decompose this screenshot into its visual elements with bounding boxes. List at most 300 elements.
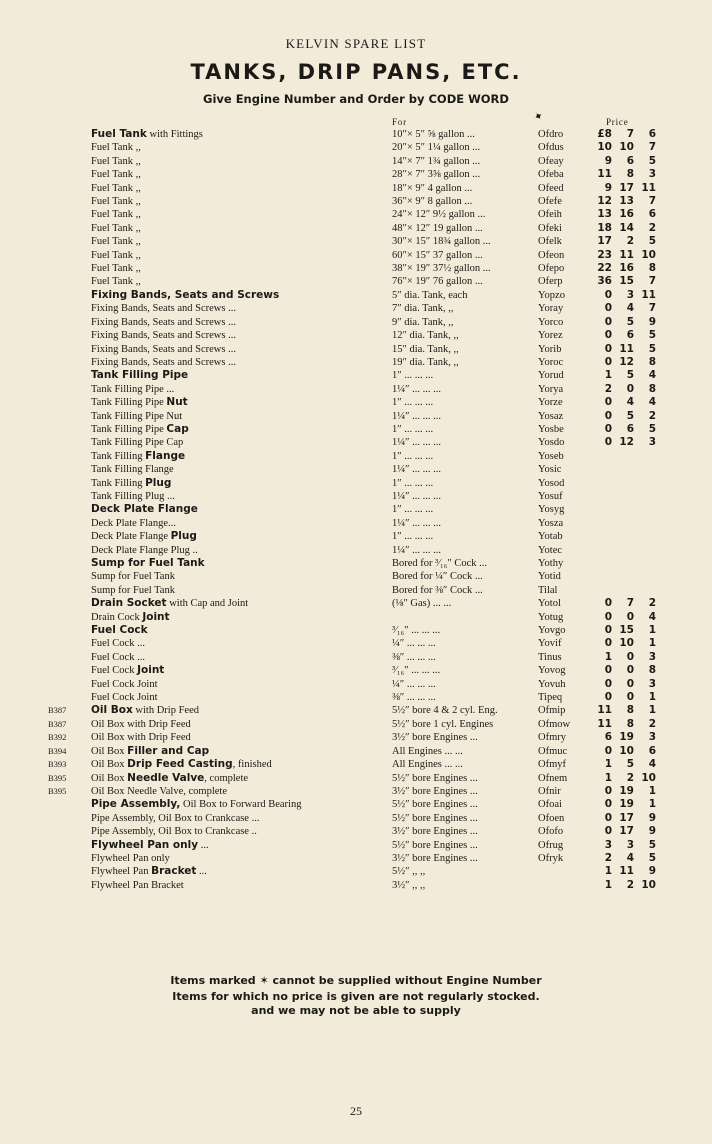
row-description [91, 450, 185, 463]
row-price-pounds: 3 [604, 838, 612, 851]
row-for: All Engines ... ... [392, 745, 463, 757]
row-name: Deck Plate Flange [91, 531, 171, 543]
row-price-pounds: 11 [597, 704, 612, 717]
row-name: Fuel Tank [91, 276, 133, 288]
row-code-word: Yorud [538, 370, 564, 382]
row-price-pence: 2 [648, 717, 656, 730]
row-price-pounds: 18 [597, 221, 612, 234]
row-name-emphasis: Drip Feed Casting [127, 758, 233, 771]
row-description [91, 356, 236, 369]
row-name: Oil Box with Drip Feed [91, 732, 191, 744]
row-price-shillings: 8 [626, 704, 634, 717]
row-code-word: Ofeon [538, 249, 565, 261]
row-price-shillings: 0 [626, 382, 634, 395]
row-price-pounds: 1 [604, 771, 612, 784]
row-ref: B393 [48, 759, 67, 770]
row-for: 1″ ... ... ... [392, 370, 434, 382]
row-price-pounds: 0 [604, 436, 612, 449]
row-price-pounds: 0 [604, 691, 612, 704]
row-price-pence: 3 [648, 650, 656, 663]
column-head-price: Price [606, 117, 629, 127]
row-description [91, 155, 141, 168]
row-price-shillings: 5 [626, 369, 634, 382]
row-ref: B394 [48, 745, 67, 756]
row-price-pence: 7 [648, 275, 656, 288]
row-price-shillings: 3 [626, 838, 634, 851]
row-price-pence: 5 [648, 342, 656, 355]
row-price-shillings: 11 [619, 342, 634, 355]
row-code-word: Yovog [538, 665, 566, 677]
row-for: Bored for ³⁄₁₆″ Cock ... [392, 558, 488, 569]
row-name: Fuel Tank [91, 169, 133, 181]
row-price-pounds: 0 [604, 664, 612, 677]
row-name: Fuel Cock ... [91, 638, 145, 650]
row-price-pounds: 0 [604, 784, 612, 797]
row-for: ³⁄₁₆″ ... ... ... [392, 625, 441, 637]
row-description [91, 597, 248, 610]
row-code-word: Yorco [538, 316, 564, 328]
row-price-pounds: 0 [604, 677, 612, 690]
row-price-pence: 5 [648, 154, 656, 167]
row-code-word: Yovif [538, 638, 562, 650]
row-for: 5½″ bore 4 & 2 cyl. Eng. [392, 705, 498, 717]
row-name-rest: with Drip Feed [132, 705, 199, 717]
row-price-shillings: 10 [619, 744, 634, 757]
table-row [0, 463, 712, 476]
row-price-pence: 3 [648, 168, 656, 181]
table-row [0, 624, 712, 637]
row-for: 14″× 7″ 1¾ gallon ... [392, 155, 481, 167]
table-row [0, 275, 712, 288]
row-code-word: Tipeq [538, 692, 563, 704]
row-price-pounds: 0 [604, 342, 612, 355]
row-name-emphasis: Joint [137, 664, 165, 677]
table-row [0, 316, 712, 329]
table-row [0, 222, 712, 235]
row-code-word: Tilal [538, 584, 558, 596]
row-price-shillings: 10 [619, 141, 634, 154]
row-description [91, 436, 183, 449]
row-code-word: Ofoai [538, 799, 562, 811]
row-price-shillings: 14 [619, 221, 634, 234]
row-price-pounds: 11 [597, 168, 612, 181]
row-price-pence: 3 [648, 436, 656, 449]
table-row [0, 664, 712, 677]
row-code-word: Ofdro [538, 129, 564, 140]
row-description [91, 731, 191, 744]
table-row [0, 544, 712, 557]
table-row [0, 745, 712, 758]
row-price-pence: 9 [648, 865, 656, 878]
table-row [0, 235, 712, 248]
row-description [91, 503, 198, 516]
row-name: Oil Box Needle Valve, complete [91, 785, 227, 797]
row-price-shillings: 2 [626, 235, 634, 248]
table-row [0, 249, 712, 262]
row-description [91, 798, 301, 811]
table-row [0, 798, 712, 811]
row-for: ⅜″ ... ... ... [392, 651, 436, 663]
row-price-pounds: 0 [604, 610, 612, 623]
row-name-emphasis: Nut [166, 396, 188, 409]
row-for: 5½″ bore Engines ... [392, 812, 478, 824]
row-price-shillings: 5 [626, 315, 634, 328]
row-price-pence: 11 [641, 288, 656, 301]
row-name-rest: , complete [204, 772, 249, 784]
table-row [0, 128, 712, 141]
row-description [91, 235, 141, 248]
row-code-word: Ofeed [538, 182, 564, 194]
row-name: Fuel Tank [91, 182, 133, 194]
row-description [91, 262, 141, 275]
row-for: ¼″ ... ... ... [392, 678, 436, 690]
row-name: Flywheel Pan Bracket [91, 879, 184, 891]
row-description [91, 557, 205, 570]
row-description [91, 651, 145, 664]
row-price-pounds: 0 [604, 798, 612, 811]
row-code-word: Yotid [538, 571, 561, 583]
row-price-shillings: 7 [626, 128, 634, 140]
row-name: Fixing Bands, Seats and Screws ... [91, 343, 236, 355]
row-price-pence: 11 [641, 181, 656, 194]
row-description [91, 477, 171, 490]
row-description [91, 530, 197, 543]
row-name: Tank Filling [91, 450, 146, 462]
table-row [0, 450, 712, 463]
row-price-pounds: 0 [604, 825, 612, 838]
row-price-shillings: 2 [626, 878, 634, 891]
row-name: Drain Socket [91, 597, 167, 610]
row-name-rest: ,, [132, 276, 141, 288]
row-name-rest: ,, [132, 236, 141, 248]
row-for: 9″ dia. Tank, ,, [392, 316, 454, 328]
row-name: Fuel Cock ... [91, 651, 145, 663]
row-name: Fixing Bands, Seats and Screws ... [91, 316, 236, 328]
row-for: 5½″ bore 1 cyl. Engines [392, 718, 494, 730]
row-price-pence: 6 [648, 128, 656, 140]
row-description [91, 490, 175, 503]
row-name: Fixing Bands, Seats and Screws ... [91, 303, 236, 315]
row-name: Fuel Cock [91, 624, 148, 637]
row-description [91, 208, 141, 221]
row-name: Sump for Fuel Tank [91, 557, 205, 569]
row-price-pounds: 0 [604, 811, 612, 824]
row-description [91, 852, 170, 865]
row-name-rest: ,, [132, 209, 141, 221]
table-row [0, 865, 712, 878]
row-code-word: Tinus [538, 651, 562, 663]
row-name: Fuel Tank [91, 249, 133, 261]
table-row [0, 155, 712, 168]
row-for: 1″ ... ... ... [392, 397, 434, 409]
row-name-rest: ,, [132, 196, 141, 208]
row-price-shillings: 8 [626, 168, 634, 181]
row-price-pence: 8 [648, 262, 656, 275]
row-description [91, 570, 175, 583]
row-code-word: Yosza [538, 517, 564, 529]
row-description [91, 182, 141, 195]
row-price-shillings: 6 [626, 329, 634, 342]
row-for: 5½″ bore Engines ... [392, 799, 478, 811]
row-price-pounds: 0 [604, 624, 612, 637]
row-price-shillings: 0 [626, 664, 634, 677]
row-name: Sump for Fuel Tank [91, 584, 175, 596]
row-price-shillings: 15 [619, 624, 634, 637]
row-price-pence: 7 [648, 141, 656, 154]
row-name: Fuel Tank [91, 155, 133, 167]
row-code-word: Yorez [538, 330, 563, 342]
row-code-word: Yosbe [538, 423, 564, 435]
row-name-rest: ,, [132, 222, 141, 234]
row-description [91, 396, 188, 409]
table-row [0, 477, 712, 490]
row-name: Fuel Tank [91, 236, 133, 248]
row-name: Deck Plate Flange... [91, 517, 176, 529]
page-number: 25 [350, 1104, 362, 1118]
row-name: Pipe Assembly, Oil Box to Crankcase ... [91, 812, 260, 824]
table-row [0, 772, 712, 785]
row-for: (⅛″ Gas) ... ... [392, 598, 452, 610]
row-name: Tank Filling Pipe ... [91, 383, 175, 395]
row-code-word: Yotec [538, 544, 563, 556]
row-for: 76″× 19″ 76 gallon ... [392, 276, 483, 288]
row-for: ⅜″ ... ... ... [392, 692, 436, 704]
table-row [0, 182, 712, 195]
row-price-pounds: 0 [604, 422, 612, 435]
row-price-pence: 2 [648, 409, 656, 422]
row-price-pence: 5 [648, 838, 656, 851]
row-name-emphasis: Cap [166, 422, 189, 435]
row-price-pounds: 0 [604, 409, 612, 422]
row-price-pence: 5 [648, 235, 656, 248]
row-name-rest: Oil Box to Forward Bearing [180, 799, 302, 811]
row-code-word: Ofeki [538, 222, 562, 234]
row-price-shillings: 8 [626, 717, 634, 730]
row-for: 1¼″ ... ... ... [392, 383, 441, 395]
row-price-pounds: 1 [604, 878, 612, 891]
row-price-pence: 1 [648, 798, 656, 811]
row-code-word: Ofeba [538, 169, 564, 181]
row-name: Fuel Tank [91, 196, 133, 208]
row-price-pounds: 23 [597, 248, 612, 261]
row-name: Fuel Cock Joint [91, 678, 158, 690]
row-code-word: Yoray [538, 303, 564, 315]
row-name: Sump for Fuel Tank [91, 571, 175, 583]
row-name: Flywheel Pan [91, 866, 152, 878]
row-description [91, 128, 203, 141]
row-description [91, 275, 141, 288]
row-price-pence: 1 [648, 704, 656, 717]
row-code-word: Yopzo [538, 289, 565, 301]
row-description [91, 383, 174, 396]
row-code-word: Ofrug [538, 839, 564, 851]
row-name-emphasis: Joint [142, 610, 170, 623]
row-code-word: Yosyg [538, 504, 565, 516]
row-for: 3½″ bore Engines ... [392, 826, 478, 838]
row-price-pence: 2 [648, 597, 656, 610]
running-head: KELVIN SPARE LIST [285, 36, 427, 51]
table-row [0, 691, 712, 704]
row-price-pounds: 12 [597, 195, 612, 208]
row-description [91, 839, 209, 852]
row-ref: B387 [48, 705, 67, 716]
row-for: 3½″ ,, ,, [392, 879, 426, 891]
row-name: Fixing Bands, Seats and Screws [91, 288, 280, 301]
row-price-shillings: 0 [626, 691, 634, 704]
row-description [91, 678, 158, 691]
row-description [91, 195, 141, 208]
row-for: ¼″ ... ... ... [392, 638, 436, 650]
row-for: 10″× 5″ ⅝ gallon ... [392, 129, 475, 140]
parts-table [0, 128, 712, 892]
row-price-pounds: 1 [604, 865, 612, 878]
row-price-pounds: 0 [604, 302, 612, 315]
row-price-pence: 3 [648, 677, 656, 690]
table-row [0, 839, 712, 852]
row-name-rest: ,, [132, 142, 141, 154]
row-description [91, 718, 191, 731]
row-price-pence: 1 [648, 691, 656, 704]
row-code-word: Ofnir [538, 785, 561, 797]
table-row [0, 383, 712, 396]
table-row [0, 517, 712, 530]
row-code-word: Ofmry [538, 732, 566, 744]
row-code-word: Ofepo [538, 263, 565, 275]
row-for: 15″ dia. Tank, ,, [392, 343, 459, 355]
table-row [0, 557, 712, 570]
row-price-pence: 10 [641, 771, 656, 784]
row-for: 30″× 15″ 18¾ gallon ... [392, 236, 491, 248]
row-for: Bored for ¼″ Cock ... [392, 571, 483, 583]
row-name-rest: ,, [132, 169, 141, 181]
column-head-for: For [392, 117, 407, 127]
row-description [91, 745, 209, 758]
row-code-word: Yorib [538, 343, 562, 355]
row-description [91, 637, 145, 650]
row-code-word: Yothy [538, 558, 564, 569]
row-for: 3½″ bore Engines ... [392, 732, 478, 744]
table-row [0, 410, 712, 423]
row-description [91, 584, 175, 597]
table-row [0, 369, 712, 382]
row-code-word: Ofmuc [538, 745, 568, 757]
table-row [0, 570, 712, 583]
row-price-pounds: 6 [604, 731, 612, 744]
row-for: 1″ ... ... ... [392, 450, 434, 462]
row-price-pence: 6 [648, 744, 656, 757]
row-name: Tank Filling Plug ... [91, 490, 175, 502]
row-code-word: Yosaz [538, 410, 564, 422]
row-ref: B387 [48, 718, 67, 729]
row-for: 5½″ bore Engines ... [392, 839, 478, 851]
row-price-pounds: 1 [604, 758, 612, 771]
row-for: 1¼″ ... ... ... [392, 464, 441, 476]
row-for: Bored for ⅜″ Cock ... [392, 584, 483, 596]
row-price-pence: 9 [648, 825, 656, 838]
row-name: Fuel Tank [91, 142, 133, 154]
page-subtitle: Give Engine Number and Order by CODE WORD [203, 92, 509, 106]
row-for: 1¼″ ... ... ... [392, 437, 441, 449]
row-description [91, 772, 248, 785]
row-code-word: Ofefe [538, 196, 562, 208]
row-description [91, 222, 141, 235]
row-for: 1″ ... ... ... [392, 477, 434, 489]
table-row [0, 584, 712, 597]
row-price-shillings: 0 [626, 677, 634, 690]
row-description [91, 343, 236, 356]
row-price-pounds: £8 [597, 128, 612, 140]
row-price-shillings: 3 [626, 288, 634, 301]
row-for: 24″× 12″ 9½ gallon ... [392, 209, 486, 221]
table-row [0, 704, 712, 717]
row-price-pence: 5 [648, 851, 656, 864]
row-name: Flywheel Pan only [91, 838, 199, 851]
row-name: Pipe Assembly, [91, 798, 181, 811]
row-name: Tank Filling Pipe Cap [91, 437, 184, 449]
row-name: Tank Filling Flange [91, 464, 174, 476]
table-row [0, 208, 712, 221]
table-row [0, 731, 712, 744]
row-price-pence: 8 [648, 355, 656, 368]
row-ref: B392 [48, 732, 67, 743]
row-price-pounds: 0 [604, 744, 612, 757]
table-row [0, 651, 712, 664]
row-name: Deck Plate Flange Plug .. [91, 544, 198, 556]
row-name-rest: , finished [232, 759, 272, 771]
row-price-shillings: 4 [626, 302, 634, 315]
row-description [91, 289, 279, 302]
row-name: Fuel Tank [91, 263, 133, 275]
row-name-emphasis: Filler and Cap [127, 744, 210, 757]
row-name-rest: ,, [132, 249, 141, 261]
row-code-word: Yorya [538, 383, 564, 395]
row-name: Oil Box [91, 759, 128, 771]
table-row [0, 436, 712, 449]
row-price-shillings: 17 [619, 825, 634, 838]
row-for: All Engines ... ... [392, 759, 463, 771]
row-name-emphasis: Flange [145, 449, 186, 462]
row-for: 7″ dia. Tank, ,, [392, 303, 454, 315]
row-price-shillings: 12 [619, 355, 634, 368]
row-for: 1¼″ ... ... ... [392, 544, 441, 556]
row-name: Tank Filling [91, 477, 146, 489]
table-row [0, 423, 712, 436]
row-code-word: Yovgo [538, 625, 566, 637]
row-code-word: Yorze [538, 397, 563, 409]
row-description [91, 865, 207, 878]
row-price-shillings: 15 [619, 275, 634, 288]
row-price-pounds: 9 [604, 154, 612, 167]
row-name: Fixing Bands, Seats and Screws ... [91, 330, 236, 342]
row-for: 19″ dia. Tank, ,, [392, 356, 459, 368]
row-name: Fuel Tank [91, 222, 133, 234]
row-price-shillings: 6 [626, 422, 634, 435]
row-name: Drain Cock [91, 611, 143, 623]
row-description [91, 664, 164, 677]
row-name: Fixing Bands, Seats and Screws ... [91, 356, 236, 368]
row-price-pence: 8 [648, 382, 656, 395]
row-description [91, 704, 199, 717]
row-price-shillings: 16 [619, 208, 634, 221]
table-row [0, 262, 712, 275]
row-code-word: Yotol [538, 598, 561, 610]
row-description [91, 141, 141, 154]
row-code-word: Ofmip [538, 705, 566, 717]
table-row [0, 530, 712, 543]
row-name: Tank Filling Pipe [91, 369, 189, 382]
row-description [91, 423, 189, 436]
row-price-pounds: 0 [604, 637, 612, 650]
